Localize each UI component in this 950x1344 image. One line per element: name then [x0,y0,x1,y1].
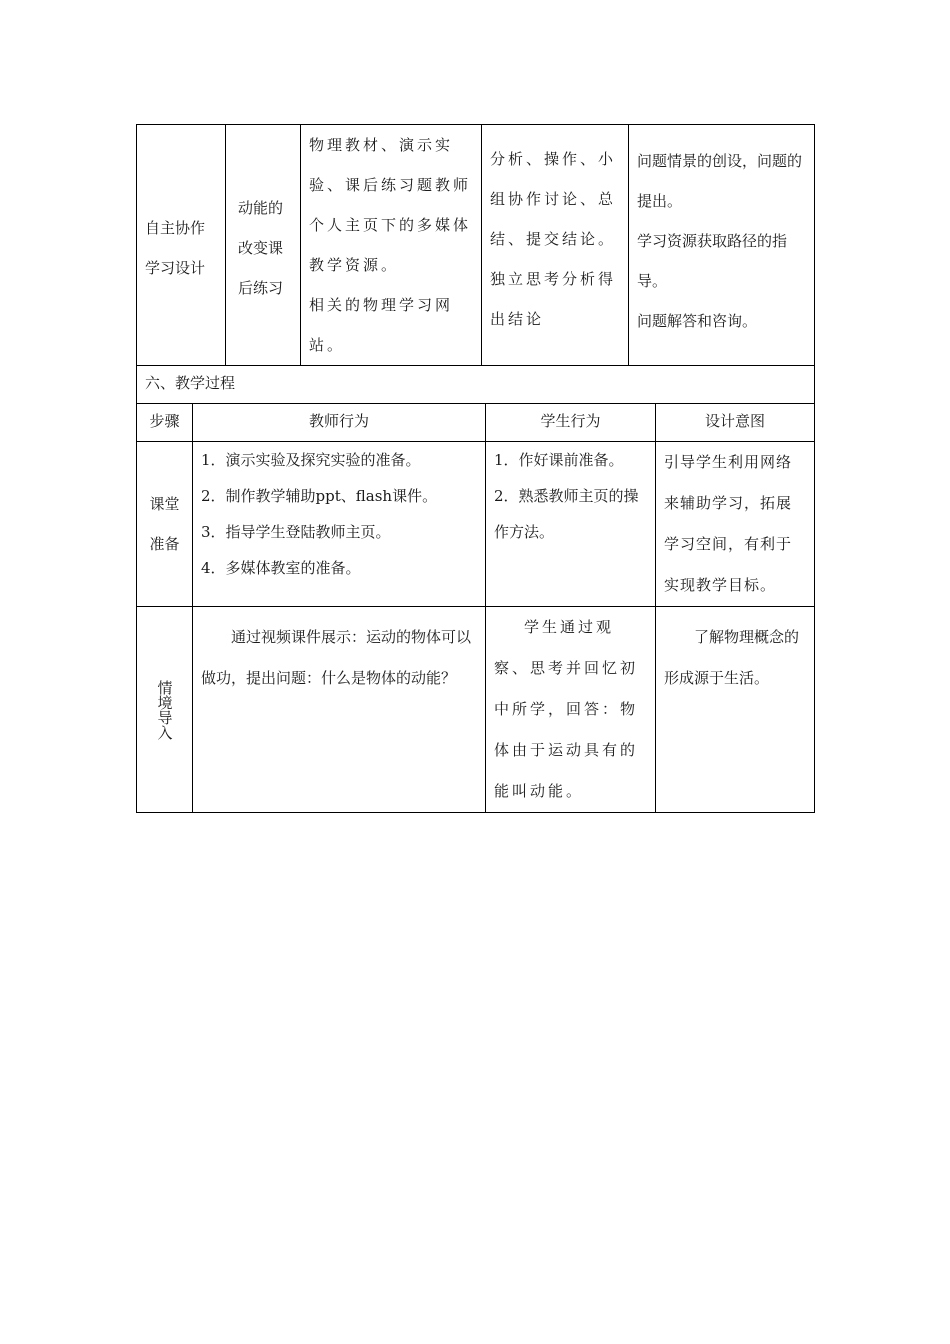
step-label: 情境导入 [155,679,174,740]
design-type-line: 自主协作 [145,219,206,237]
resources-text: 相关的物理学习网站。 [309,296,454,354]
topic-cell [226,125,301,366]
student-item: 1．作好课前准备。 [494,451,624,469]
step-cell [137,607,193,813]
teacher-item: 3．指导学生登陆教师主页。 [201,523,391,541]
teacher-cell [193,442,486,607]
table-row [137,442,815,607]
step-label: 准备 [149,535,180,553]
student-activity-text: 分析、操作、小组协作讨论、总结、提交结论。 [490,150,617,248]
teacher-guidance-cell [629,125,815,366]
topic-line: 后练习 [238,279,284,297]
teacher-cell [193,607,486,813]
header-intent-label: 设计意图 [705,412,766,430]
intent-text: 了解物理概念的形成源于生活。 [664,628,800,687]
intent-cell [656,442,815,607]
design-type-line: 学习设计 [145,259,206,277]
teacher-guidance-text: 问题情景的创设，问题的提出。 [637,152,803,210]
teacher-item: 1．演示实验及探究实验的准备。 [201,451,421,469]
teacher-guidance-text: 问题解答和咨询。 [637,312,758,330]
topic-line: 动能的 [238,199,284,217]
student-item: 2．熟悉教师主页的操作方法。 [494,487,639,541]
section-title-cell [137,366,815,404]
design-type-cell [137,125,226,366]
header-student [486,404,656,442]
resource-design-table [136,124,815,366]
header-teacher-label: 教师行为 [308,412,369,430]
resources-cell [301,125,482,366]
student-text: 学生通过观察、思考并回忆初中所学，回答：物体由于运动具有的能叫动能。 [494,618,639,800]
header-teacher [193,404,486,442]
header-step-label: 步骤 [149,412,180,430]
header-intent [656,404,815,442]
step-cell [137,442,193,607]
teacher-guidance-text: 学习资源获取路径的指导。 [637,232,788,290]
document-table-area [136,124,814,813]
student-cell [486,442,656,607]
resources-text: 物理教材、演示实验、课后练习题教师个人主页下的多媒体教学资源。 [309,136,472,274]
intent-cell [656,607,815,813]
step-label: 课堂 [149,495,180,513]
section-title: 六、教学过程 [145,374,236,392]
teaching-process-table [136,365,815,813]
teacher-item: 4．多媒体教室的准备。 [201,559,361,577]
header-step [137,404,193,442]
student-activity-cell [482,125,629,366]
student-cell [486,607,656,813]
student-activity-text: 独立思考分析得出结论 [490,270,617,328]
table-row [137,607,815,813]
teacher-text: 通过视频课件展示：运动的物体可以做功，提出问题：什么是物体的动能？ [201,628,472,687]
topic-line: 改变课 [238,239,284,257]
teacher-item: 2．制作教学辅助ppt、flash课件。 [201,487,438,505]
header-student-label: 学生行为 [540,412,601,430]
intent-text: 引导学生利用网络来辅助学习，拓展学习空间，有利于实现教学目标。 [664,453,793,594]
